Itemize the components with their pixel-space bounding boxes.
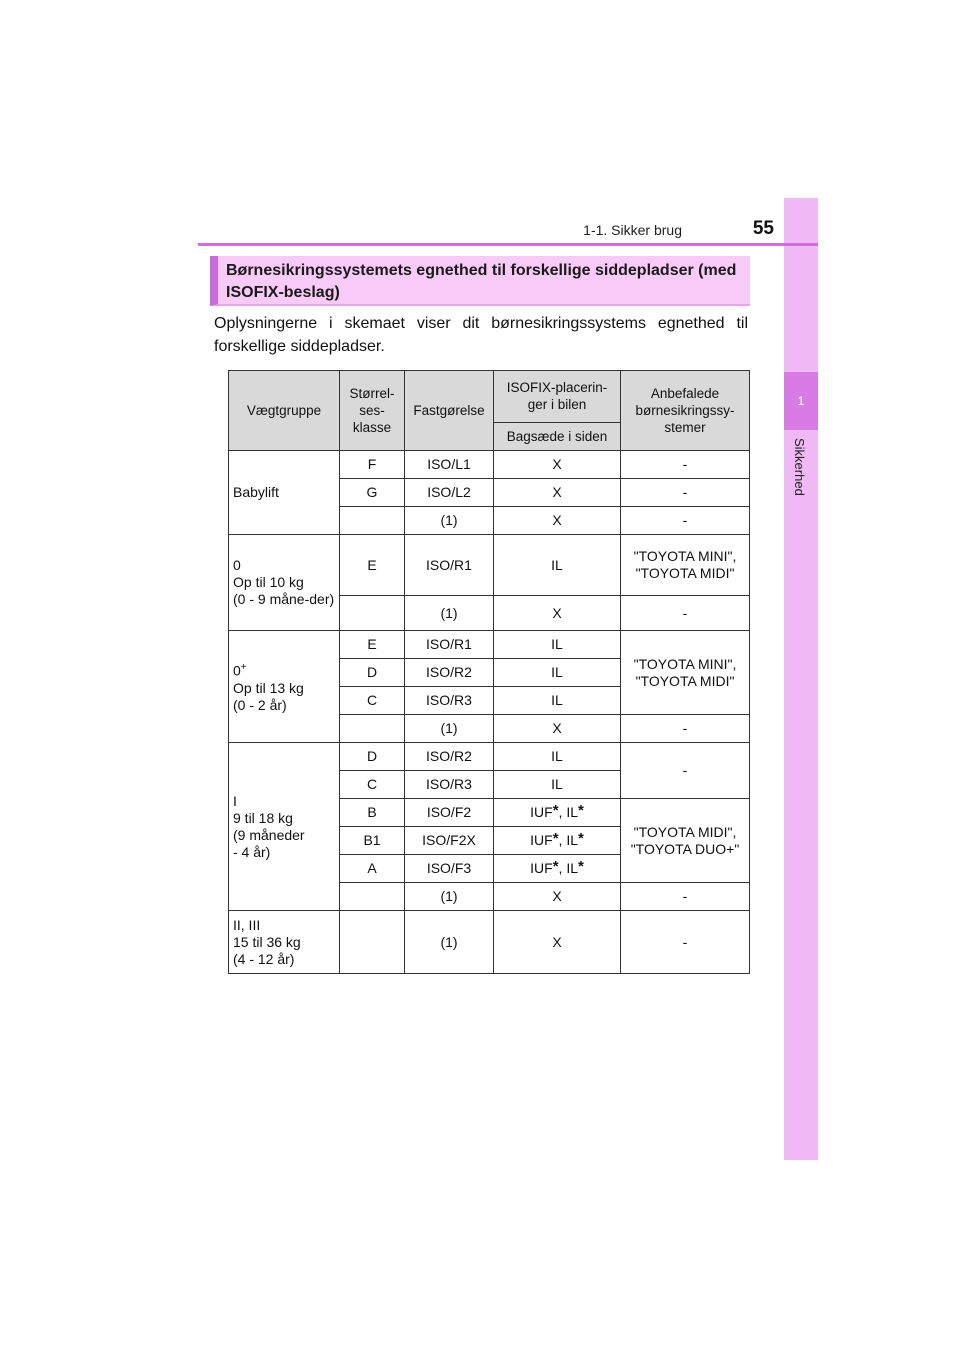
section-title: 1-1. Sikker brug (583, 222, 682, 238)
chapter-number-tab[interactable] (784, 372, 818, 430)
section-heading: Børnesikringssystemets egnethed til forskellige siddepladser (med ISOFIX-beslag) (210, 256, 750, 306)
chapter-label: Sikkerhed (792, 438, 807, 496)
cell-position: IL (494, 771, 621, 799)
group-babylift: Babylift (229, 451, 340, 535)
cell-size: B1 (340, 827, 405, 855)
table-row (229, 535, 750, 596)
group-0: 0 Op til 10 kg (0 - 9 måne-der) (229, 535, 340, 631)
intro-paragraph: Oplysningerne i skemaet viser dit børnesikringssystems egnethed til forskellige siddepladser. (214, 315, 748, 355)
cell-size (340, 883, 405, 911)
cell-size: D (340, 743, 405, 771)
table-row (229, 451, 750, 479)
cell-position: IUF*, IL* (494, 799, 621, 827)
cell-size: B (340, 799, 405, 827)
cell-recommended: "TOYOTA MIDI", "TOYOTA DUO+" (621, 799, 750, 883)
cell-fixture: ISO/F2X (405, 827, 494, 855)
cell-position: X (494, 479, 621, 507)
cell-position: X (494, 715, 621, 743)
cell-fixture: ISO/R2 (405, 743, 494, 771)
cell-size: A (340, 855, 405, 883)
header-rear-side: Bagsæde i siden (494, 422, 621, 450)
page-number: 55 (752, 218, 774, 239)
cell-recommended: "TOYOTA MINI", "TOYOTA MIDI" (621, 535, 750, 596)
cell-fixture: ISO/R2 (405, 659, 494, 687)
cell-position: X (494, 883, 621, 911)
cell-position: X (494, 911, 621, 974)
chapter-number: 1 (797, 394, 805, 408)
cell-position: X (494, 596, 621, 631)
header-rule (198, 243, 818, 246)
cell-size (340, 507, 405, 535)
cell-fixture: ISO/R1 (405, 535, 494, 596)
cell-recommended: - (621, 451, 750, 479)
cell-position: X (494, 507, 621, 535)
cell-position: X (494, 451, 621, 479)
table-row (229, 911, 750, 974)
header-recommended: Anbefalede børnesikringssy- stemer (621, 371, 750, 451)
cell-position: IL (494, 659, 621, 687)
side-tab-strip (784, 198, 818, 1160)
cell-recommended: - (621, 911, 750, 974)
group-2-3: II, III 15 til 36 kg (4 - 12 år) (229, 911, 340, 974)
cell-position: IL (494, 687, 621, 715)
cell-recommended: - (621, 883, 750, 911)
cell-size (340, 596, 405, 631)
cell-fixture: (1) (405, 596, 494, 631)
cell-fixture: ISO/F3 (405, 855, 494, 883)
cell-recommended: - (621, 507, 750, 535)
cell-position: IUF*, IL* (494, 827, 621, 855)
cell-recommended: - (621, 743, 750, 799)
table-row (229, 631, 750, 659)
cell-size (340, 911, 405, 974)
cell-fixture: ISO/R3 (405, 687, 494, 715)
cell-size: E (340, 631, 405, 659)
cell-size (340, 715, 405, 743)
cell-fixture: (1) (405, 715, 494, 743)
group-1: I 9 til 18 kg (9 måneder - 4 år) (229, 743, 340, 911)
cell-fixture: ISO/R1 (405, 631, 494, 659)
cell-fixture: ISO/F2 (405, 799, 494, 827)
header-size-class: Størrel- ses- klasse (340, 371, 405, 451)
header-fixture: Fastgørelse (405, 371, 494, 451)
cell-recommended: - (621, 479, 750, 507)
cell-position: IL (494, 535, 621, 596)
cell-size: C (340, 771, 405, 799)
cell-fixture: (1) (405, 507, 494, 535)
cell-fixture: (1) (405, 911, 494, 974)
cell-fixture: (1) (405, 883, 494, 911)
cell-fixture: ISO/L1 (405, 451, 494, 479)
cell-size: F (340, 451, 405, 479)
header-isofix-positions: ISOFIX-placerin- ger i bilen (494, 371, 621, 423)
cell-fixture: ISO/L2 (405, 479, 494, 507)
table-row (229, 743, 750, 771)
cell-fixture: ISO/R3 (405, 771, 494, 799)
header-weight-group: Vægtgruppe (229, 371, 340, 451)
cell-size: C (340, 687, 405, 715)
cell-position: IL (494, 743, 621, 771)
cell-recommended: "TOYOTA MINI", "TOYOTA MIDI" (621, 631, 750, 715)
cell-recommended: - (621, 596, 750, 631)
cell-position: IL (494, 631, 621, 659)
group-0-plus: 0+ Op til 13 kg (0 - 2 år) (229, 631, 340, 743)
suitability-table (228, 370, 750, 974)
cell-position: IUF*, IL* (494, 855, 621, 883)
cell-recommended: - (621, 715, 750, 743)
cell-size: G (340, 479, 405, 507)
cell-size: D (340, 659, 405, 687)
cell-size: E (340, 535, 405, 596)
